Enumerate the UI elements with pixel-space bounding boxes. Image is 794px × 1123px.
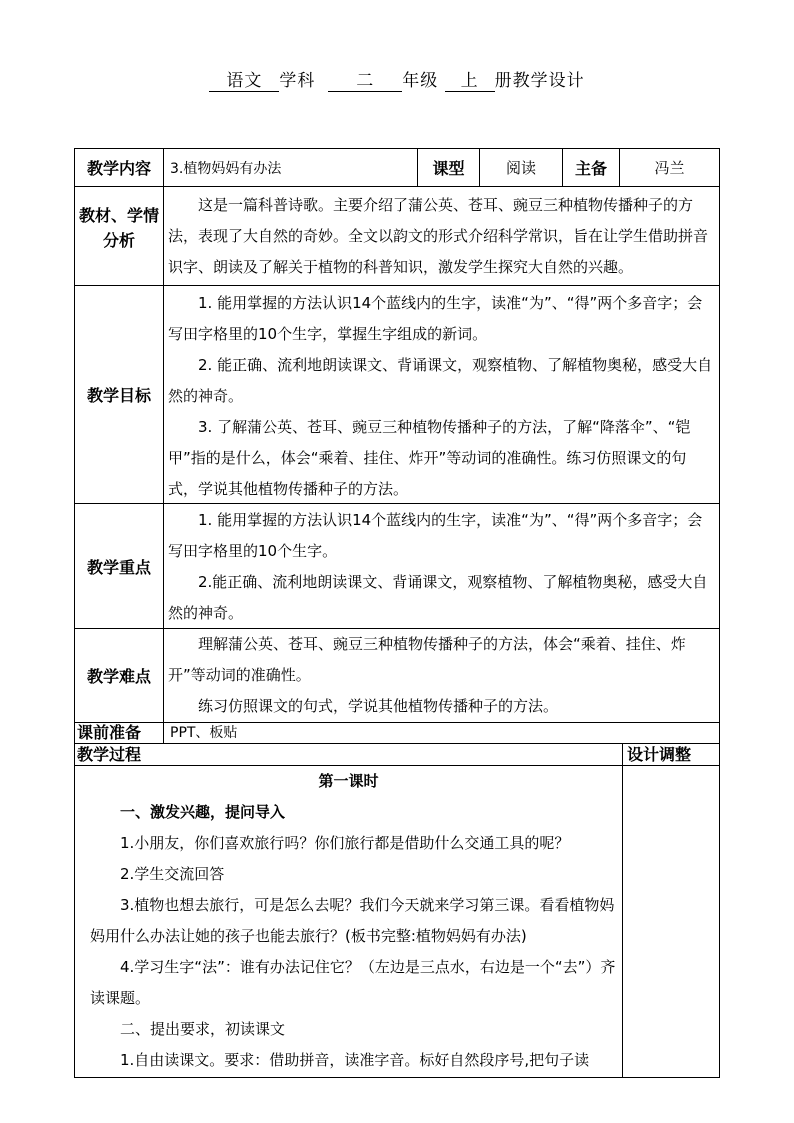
volume-suffix: 册教学设计 [494,71,585,91]
analysis-label-line1: 教材、学情 [78,206,159,225]
content-value: 3.植物妈妈有办法 [170,161,282,177]
lead-label: 主备 [574,159,607,178]
table-border-right [719,148,720,1078]
difficulties-text [168,629,714,722]
goal-item: 2. 能正确、流利地朗读课文、背诵课文，观察植物、了解植物奥秘，感受大自然的神奇。 [168,356,713,405]
goal-item: 3. 了解蒲公英、苍耳、豌豆三种植物传播种子的方法，了解“降落伞”、“铠甲”指的是什么，体会“乘着、挂住、炸开”等动词的准确性。练习仿照课文的句式，学说其他植物传播种子的方法。 [168,418,691,498]
grade-field: 二 [328,72,402,92]
key-point-item: 2.能正确、流利地朗读课文、背诵课文，观察植物、了解植物奥秘，感受大自然的神奇。 [168,573,708,622]
row-divider [74,722,720,723]
row-divider [74,743,720,744]
key-points-text [168,505,714,629]
col-divider [622,743,623,1078]
key-point-item: 1. 能用掌握的方法认识14个蓝线内的生字，读准“为”、“得”两个多音字；会写田字格里的10个生字。 [168,511,703,560]
analysis-label-line2: 分析 [102,231,135,250]
preparation-label: 课前准备 [77,723,142,742]
preparation-value: PPT、板贴 [170,725,238,741]
step-item: 1.自由读课文。要求：借助拼音，读准字音。标好自然段序号,把句子读 [120,1051,590,1069]
analysis-label [75,203,163,253]
section-heading: 一、激发兴趣，提问导入 [120,803,286,821]
difficulty-item: 理解蒲公英、苍耳、豌豆三种植物传播种子的方法，体会“乘着、挂住、炸开”等动词的准确性。 [168,635,686,684]
type-label: 课型 [432,159,465,178]
section-heading: 二、提出要求，初读课文 [120,1020,286,1038]
key-points-label: 教学重点 [86,557,151,577]
grade-suffix: 年级 [402,71,439,91]
analysis-text: 这是一篇科普诗歌。主要介绍了蒲公英、苍耳、豌豆三种植物传播种子的方法，表现了大自然的奇妙。全文以韵文的形式介绍科学常识，旨在让学生借助拼音识字、朗读及了解关于植物的科普知识，激发学生探究大自然的兴趣。 [168,196,709,276]
table-border-bottom [74,1077,720,1078]
row-divider [74,285,720,286]
content-label: 教学内容 [86,159,151,178]
subject-suffix: 学科 [279,71,316,91]
adjust-label: 设计调整 [627,745,692,764]
step-item: 2.学生交流回答 [120,865,225,883]
type-value: 阅读 [505,159,536,177]
step-item: 4.学习生字“法”：谁有办法记住它？（左边是三点水，右边是一个“去”）齐读课题。 [90,958,616,1007]
goals-label: 教学目标 [86,386,151,405]
lesson-title: 第一课时 [318,772,379,790]
step-item: 1.小朋友，你们喜欢旅行吗？你们旅行都是借助什么交通工具的呢？ [120,834,570,852]
lead-value: 冯兰 [654,159,685,177]
difficulty-item: 练习仿照课文的句式，学说其他植物传播种子的方法。 [198,697,559,715]
goals-text [168,288,714,505]
document-title [0,66,794,92]
process-body [75,766,622,1076]
step-item: 3.植物也想去旅行，可是怎么去呢？我们今天就来学习第三课。看看植物妈妈用什么办法让她的孩子也能去旅行？(板书完整:植物妈妈有办法) [90,896,615,945]
col-divider [163,148,164,744]
process-label: 教学过程 [77,745,142,764]
difficulties-label: 教学难点 [86,667,151,686]
row-divider [74,186,720,187]
goal-item: 1. 能用掌握的方法认识14个蓝线内的生字，读准“为”、“得”两个多音字；会写田字格里的10个生字，掌握生字组成的新词。 [168,294,703,343]
volume-field: 上 [445,72,495,92]
subject-field: 语文 [209,72,279,92]
lesson-plan-table [74,148,720,1078]
